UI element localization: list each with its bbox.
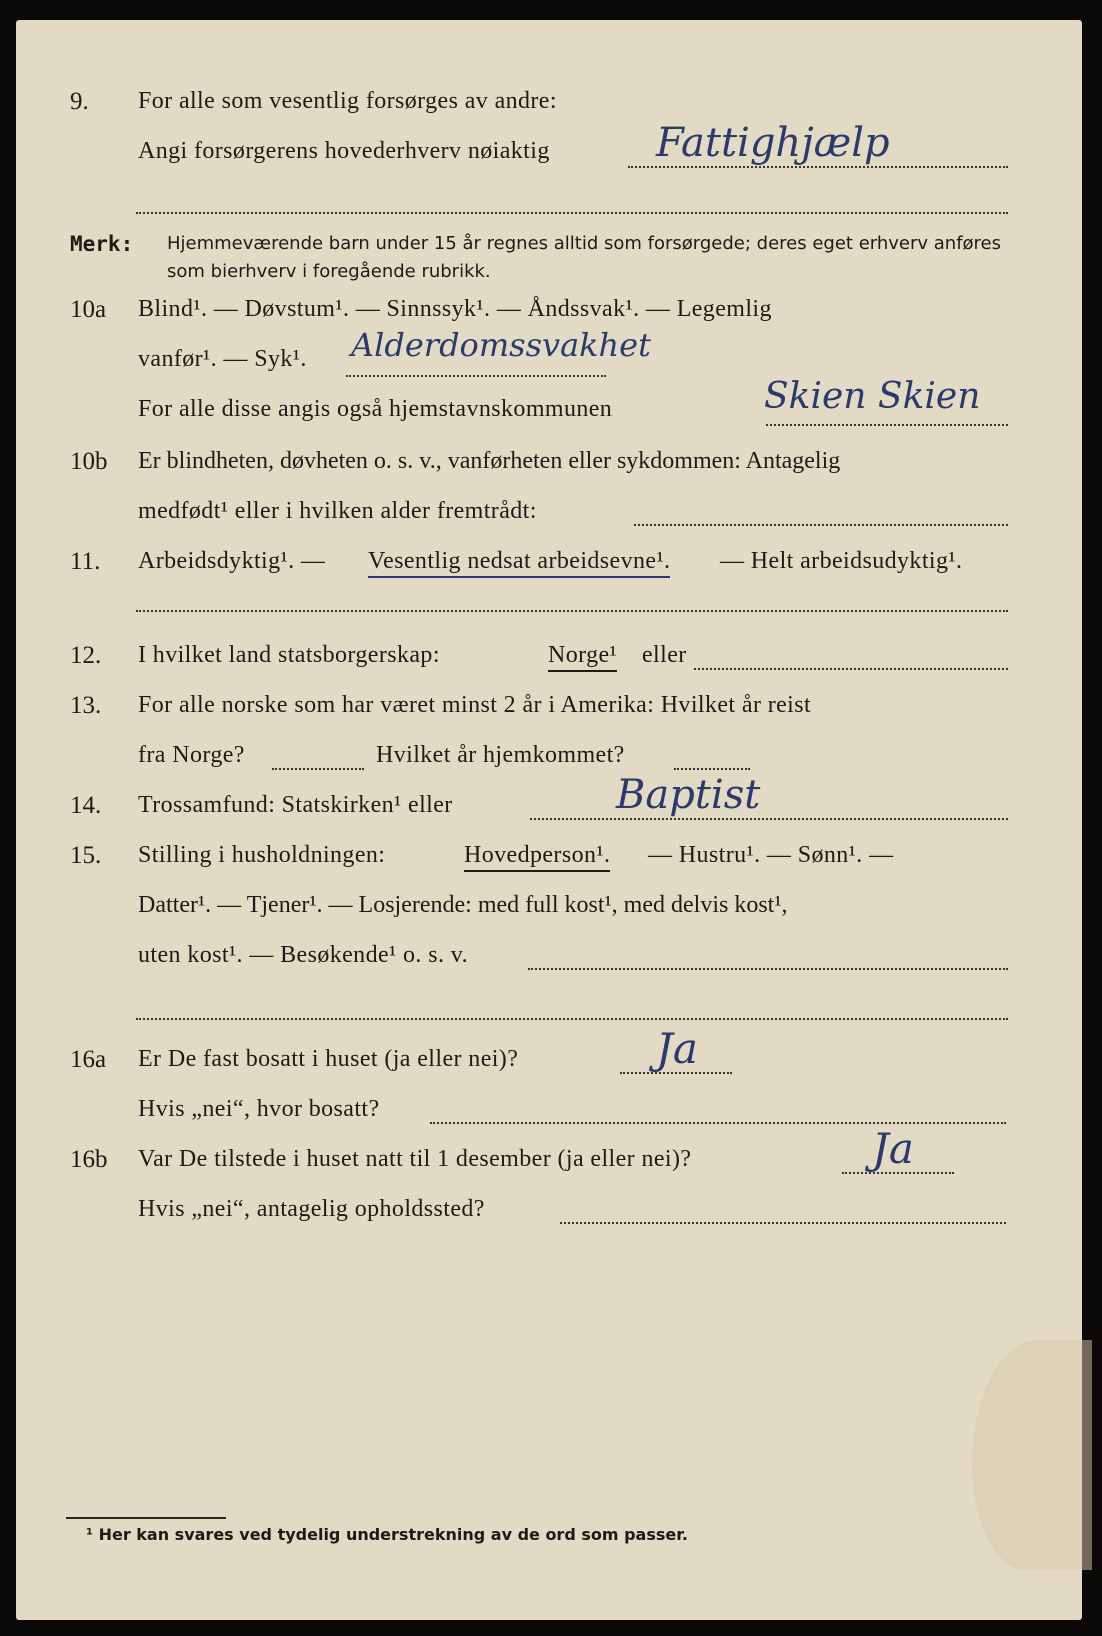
q10b-line1: Er blindheten, døvheten o. s. v., vanførheten eller sykdommen: Antagelig (138, 448, 841, 474)
q11-part3: — Helt arbeidsudyktig¹. (720, 548, 963, 574)
q10a-line1: Blind¹. — Døvstum¹. — Sinnssyk¹. — Åndssvak¹. — Legemlig (138, 296, 772, 322)
q10b-answer-line (634, 524, 1008, 526)
q15-extra-line (136, 1018, 1008, 1020)
q10a-syk-line (346, 375, 606, 377)
q9-line1: For alle som vesentlig forsørges av andre: (138, 88, 557, 114)
q14-text: Trossamfund: Statskirken¹ eller (138, 792, 453, 818)
q13-reist-line (272, 768, 364, 770)
q10a-kommune-line (766, 424, 1008, 426)
q9-answer: Fattighjælp (656, 120, 890, 166)
census-form-page (16, 20, 1082, 1620)
merk-text: Hjemmeværende barn under 15 år regnes alltid som forsørgede; deres eget erhverv anføres som bierhverv i foregående rubrikk. (167, 233, 1002, 282)
q12-answer-line (694, 668, 1008, 670)
q10a-line2: vanfør¹. — Syk¹. (138, 346, 307, 372)
footnote: ¹ Her kan svares ved tydelig understrekning av de ord som passer. (86, 1525, 688, 1544)
q9-number: 9. (70, 88, 89, 115)
q9-line2: Angi forsørgerens hovederhverv nøiaktig (138, 138, 550, 164)
q16a-bosatt-line (430, 1122, 1006, 1124)
q16a-number: 16a (70, 1046, 107, 1073)
q9-answer-line (628, 166, 1008, 168)
q15-answer-line (528, 968, 1008, 970)
q16a-line1: Er De fast bosatt i huset (ja eller nei)? (138, 1046, 519, 1072)
q14-answer: Baptist (616, 772, 761, 818)
merk-label: Merk: (70, 232, 134, 256)
q16a-line2: Hvis „nei“, hvor bosatt? (138, 1096, 380, 1122)
q11-answer-line (136, 610, 1008, 612)
q11-part2: Vesentlig nedsat arbeidsevne¹. (368, 548, 670, 578)
q13-line1: For alle norske som har været minst 2 år i Amerika: Hvilket år reist (138, 692, 812, 718)
q16a-answer: Ja (656, 1024, 698, 1073)
q15-line1a: Stilling i husholdningen: (138, 842, 386, 868)
q15-line1c: — Hustru¹. — Sønn¹. — (648, 842, 894, 868)
q10a-syk-answer: Alderdomssvakhet (351, 326, 651, 364)
q16b-line1: Var De tilstede i huset natt til 1 desember (ja eller nei)? (138, 1146, 692, 1172)
q10b-number: 10b (70, 448, 108, 475)
q11-number: 11. (70, 548, 101, 575)
q12-text: I hvilket land statsborgerskap: (138, 642, 440, 668)
q16b-line2: Hvis „nei“, antagelig opholdssted? (138, 1196, 485, 1222)
q10a-line3: For alle disse angis også hjemstavnskommunen (138, 396, 613, 422)
paper-stain (972, 1340, 1092, 1570)
q10a-number: 10a (70, 296, 107, 323)
q11-part1: Arbeidsdyktig¹. — (138, 548, 326, 574)
q12-eller: eller (642, 642, 687, 668)
footnote-rule (66, 1517, 226, 1519)
q13-number: 13. (70, 692, 102, 719)
q13-hjem-line (674, 768, 750, 770)
q14-number: 14. (70, 792, 102, 819)
q12-number: 12. (70, 642, 102, 669)
q10b-line2: medfødt¹ eller i hvilken alder fremtrådt: (138, 498, 537, 524)
q10a-kommune-answer: Skien Skien (764, 376, 981, 417)
q16b-number: 16b (70, 1146, 108, 1173)
q15-line3: uten kost¹. — Besøkende¹ o. s. v. (138, 942, 469, 968)
q13-line2b: Hvilket år hjemkommet? (376, 742, 625, 768)
q16b-answer: Ja (872, 1124, 914, 1173)
q15-number: 15. (70, 842, 102, 869)
q14-answer-line (530, 818, 1008, 820)
q15-line2: Datter¹. — Tjener¹. — Losjerende: med full kost¹, med delvis kost¹, (138, 892, 788, 918)
q16b-opholdssted-line (560, 1222, 1006, 1224)
q15-hovedperson: Hovedperson¹. (464, 842, 610, 872)
q9-extra-line (136, 212, 1008, 214)
q13-line2a: fra Norge? (138, 742, 245, 768)
q12-norge: Norge¹ (548, 642, 617, 672)
